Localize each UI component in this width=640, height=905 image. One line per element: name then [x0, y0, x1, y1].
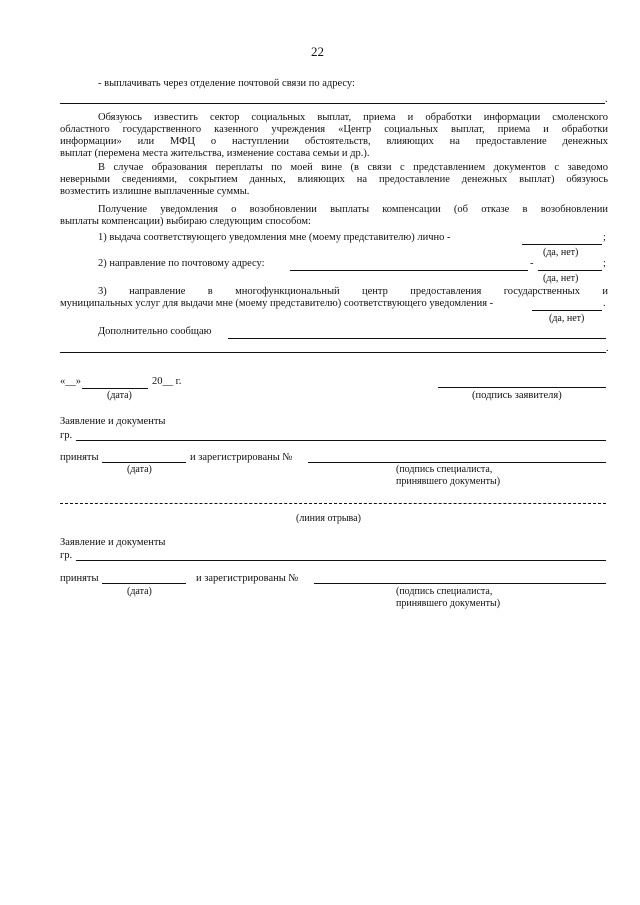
receipt-accepted-label: приняты — [60, 452, 99, 463]
receipt-citizen-line[interactable] — [76, 440, 606, 441]
stub-accepted-label: приняты — [60, 573, 99, 584]
additional-label: Дополнительно сообщаю — [98, 326, 212, 337]
receipt-accepted-date-line[interactable] — [102, 462, 186, 463]
additional-line[interactable] — [228, 338, 606, 339]
date-label: (дата) — [107, 390, 132, 401]
additional-end: . — [606, 343, 609, 354]
receipt-specialist-signature: принявшего документы) — [396, 476, 501, 487]
applicant-signature-line[interactable] — [438, 387, 606, 388]
option-personal-line[interactable] — [522, 244, 602, 245]
stub-documents-label: Заявление и документы — [60, 537, 166, 548]
stub-accepted-date-line[interactable] — [102, 583, 186, 584]
tear-line-label: (линия отрыва) — [296, 513, 361, 524]
option-mail-address-line[interactable] — [290, 270, 528, 271]
page-number: 22 — [311, 44, 324, 59]
mail-address-line — [60, 103, 605, 104]
option-mfc-period: . — [603, 298, 606, 309]
receipt-registered-line[interactable] — [308, 462, 606, 463]
option-mail-line[interactable] — [538, 270, 602, 271]
option-mfc-answer-line[interactable] — [532, 310, 602, 311]
date-year: 20__ г. — [152, 376, 182, 387]
notification-line: выплаты компенсации) выбираю следующим способом: — [60, 216, 311, 227]
stub-registered-label: и зарегистрированы № — [196, 573, 299, 584]
receipt-documents-label: Заявление и документы — [60, 416, 166, 427]
mail-address-end: . — [605, 94, 608, 105]
option-mail-dash: - — [530, 258, 534, 269]
option-mail: 2) направление по почтовому адресу: — [98, 258, 265, 269]
mail-option: - выплачивать через отделение почтовой связи по адресу: — [98, 78, 355, 89]
obligation-line: выплат (перемена места жительства, изменение состава семьи и др.). — [60, 148, 370, 159]
obligation-line: Обязуюсь известить сектор социальных выплат, приема и обработки информации смоленского — [98, 112, 608, 123]
receipt-specialist-signature: (подпись специалиста, — [396, 464, 493, 475]
stub-citizen-label: гр. — [60, 550, 73, 561]
receipt-registered-label: и зарегистрированы № — [190, 452, 293, 463]
overpayment-line: неверными сведениями, сокрытием данных, влияющих на предоставление денежных выплат) обязуюсь — [60, 174, 608, 185]
tear-line — [60, 503, 606, 504]
yes-no-hint: (да, нет) — [543, 247, 579, 258]
date-month-line[interactable] — [82, 388, 148, 389]
yes-no-hint: (да, нет) — [543, 273, 579, 284]
overpayment-line: возместить излишне выплаченные суммы. — [60, 186, 250, 197]
stub-specialist-signature: принявшего документы) — [396, 598, 501, 609]
stub-citizen-line[interactable] — [76, 560, 606, 561]
receipt-date-label: (дата) — [127, 464, 152, 475]
obligation-line: областного государственного казенного учреждения «Центр социальных выплат, приема и обработки — [60, 124, 608, 135]
option-personal: 1) выдача соответствующего уведомления мне (моему представителю) лично - — [98, 232, 451, 243]
stub-date-label: (дата) — [127, 586, 152, 597]
date-day: «__» — [60, 376, 81, 387]
applicant-signature-label: (подпись заявителя) — [472, 390, 562, 401]
stub-registered-line[interactable] — [314, 583, 606, 584]
option-mail-semicolon: ; — [603, 258, 606, 269]
stub-specialist-signature: (подпись специалиста, — [396, 586, 493, 597]
receipt-citizen-label: гр. — [60, 430, 73, 441]
option-mfc-line: 3) направление в многофункциональный центр предоставления государственных и — [98, 286, 608, 297]
notification-line: Получение уведомления о возобновлении выплаты компенсации (об отказе в возобновлении — [98, 204, 608, 215]
yes-no-hint: (да, нет) — [549, 313, 585, 324]
option-personal-semicolon: ; — [603, 232, 606, 243]
option-mfc-line: муниципальных услуг для выдачи мне (моему представителю) соответствующего уведомления - — [60, 298, 494, 309]
overpayment-line: В случае образования переплаты по моей вине (в связи с представлением документов с заведомо — [98, 162, 608, 173]
additional-line-2[interactable] — [60, 352, 606, 353]
obligation-line: информации» или МФЦ о наступлении обстоятельств, влияющих на предоставление денежных — [60, 136, 608, 147]
